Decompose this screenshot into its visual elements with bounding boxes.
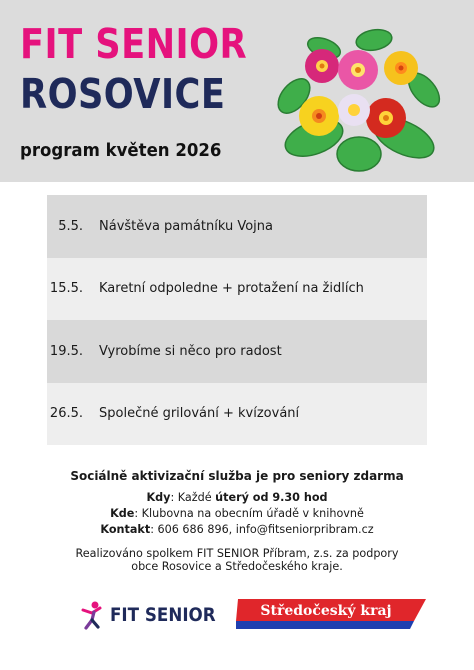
when-prefix: : Každé xyxy=(170,491,216,504)
info-block xyxy=(0,468,474,573)
when-label: Kdy xyxy=(146,491,171,504)
fit-senior-logo xyxy=(80,598,230,632)
title-rosovice: ROSOVICE xyxy=(20,70,226,118)
event-title: Karetní odpoledne + protažení na židlích xyxy=(99,281,364,297)
stredocesky-kraj-logo xyxy=(236,599,426,635)
program-subtitle: program květen 2026 xyxy=(20,140,222,161)
info-contact xyxy=(0,522,474,538)
credit-line-2: obce Rosovice a Středočeského kraje. xyxy=(131,560,343,573)
info-where xyxy=(0,506,474,522)
info-when xyxy=(0,490,474,506)
fit-senior-figure-icon xyxy=(80,600,106,630)
contact-value: : 606 686 896, info@fitseniorpribram.cz xyxy=(150,523,374,536)
kraj-logo-text: Středočeský kraj xyxy=(260,603,392,619)
program-schedule xyxy=(47,195,427,445)
contact-label: Kontakt xyxy=(100,523,151,536)
schedule-row xyxy=(47,320,427,383)
title-fit-senior: FIT SENIOR xyxy=(20,20,248,68)
event-date: 15.5. xyxy=(49,281,83,297)
credit-text xyxy=(0,547,474,573)
event-title: Společné grilování + kvízování xyxy=(99,406,300,422)
schedule-row xyxy=(47,383,427,446)
info-headline: Sociálně aktivizační služba je pro seniory zdarma xyxy=(70,469,404,483)
when-value: úterý od 9.30 hod xyxy=(215,491,328,504)
schedule-row xyxy=(47,258,427,321)
schedule-row xyxy=(47,195,427,258)
event-date: 19.5. xyxy=(49,343,83,359)
credit-line-1: Realizováno spolkem FIT SENIOR Příbram, z.s. za podpory xyxy=(75,547,399,560)
where-label: Kde xyxy=(110,507,135,520)
header-banner xyxy=(0,0,474,182)
event-title: Vyrobíme si něco pro radost xyxy=(99,343,282,359)
fit-senior-logo-text: FIT SENIOR xyxy=(110,604,216,626)
event-date: 26.5. xyxy=(49,406,83,422)
event-date: 5.5. xyxy=(58,218,83,234)
primrose-flowers-image xyxy=(274,26,442,174)
event-title: Návštěva památníku Vojna xyxy=(99,218,273,234)
where-value: : Klubovna na obecním úřadě v knihovně xyxy=(134,507,364,520)
